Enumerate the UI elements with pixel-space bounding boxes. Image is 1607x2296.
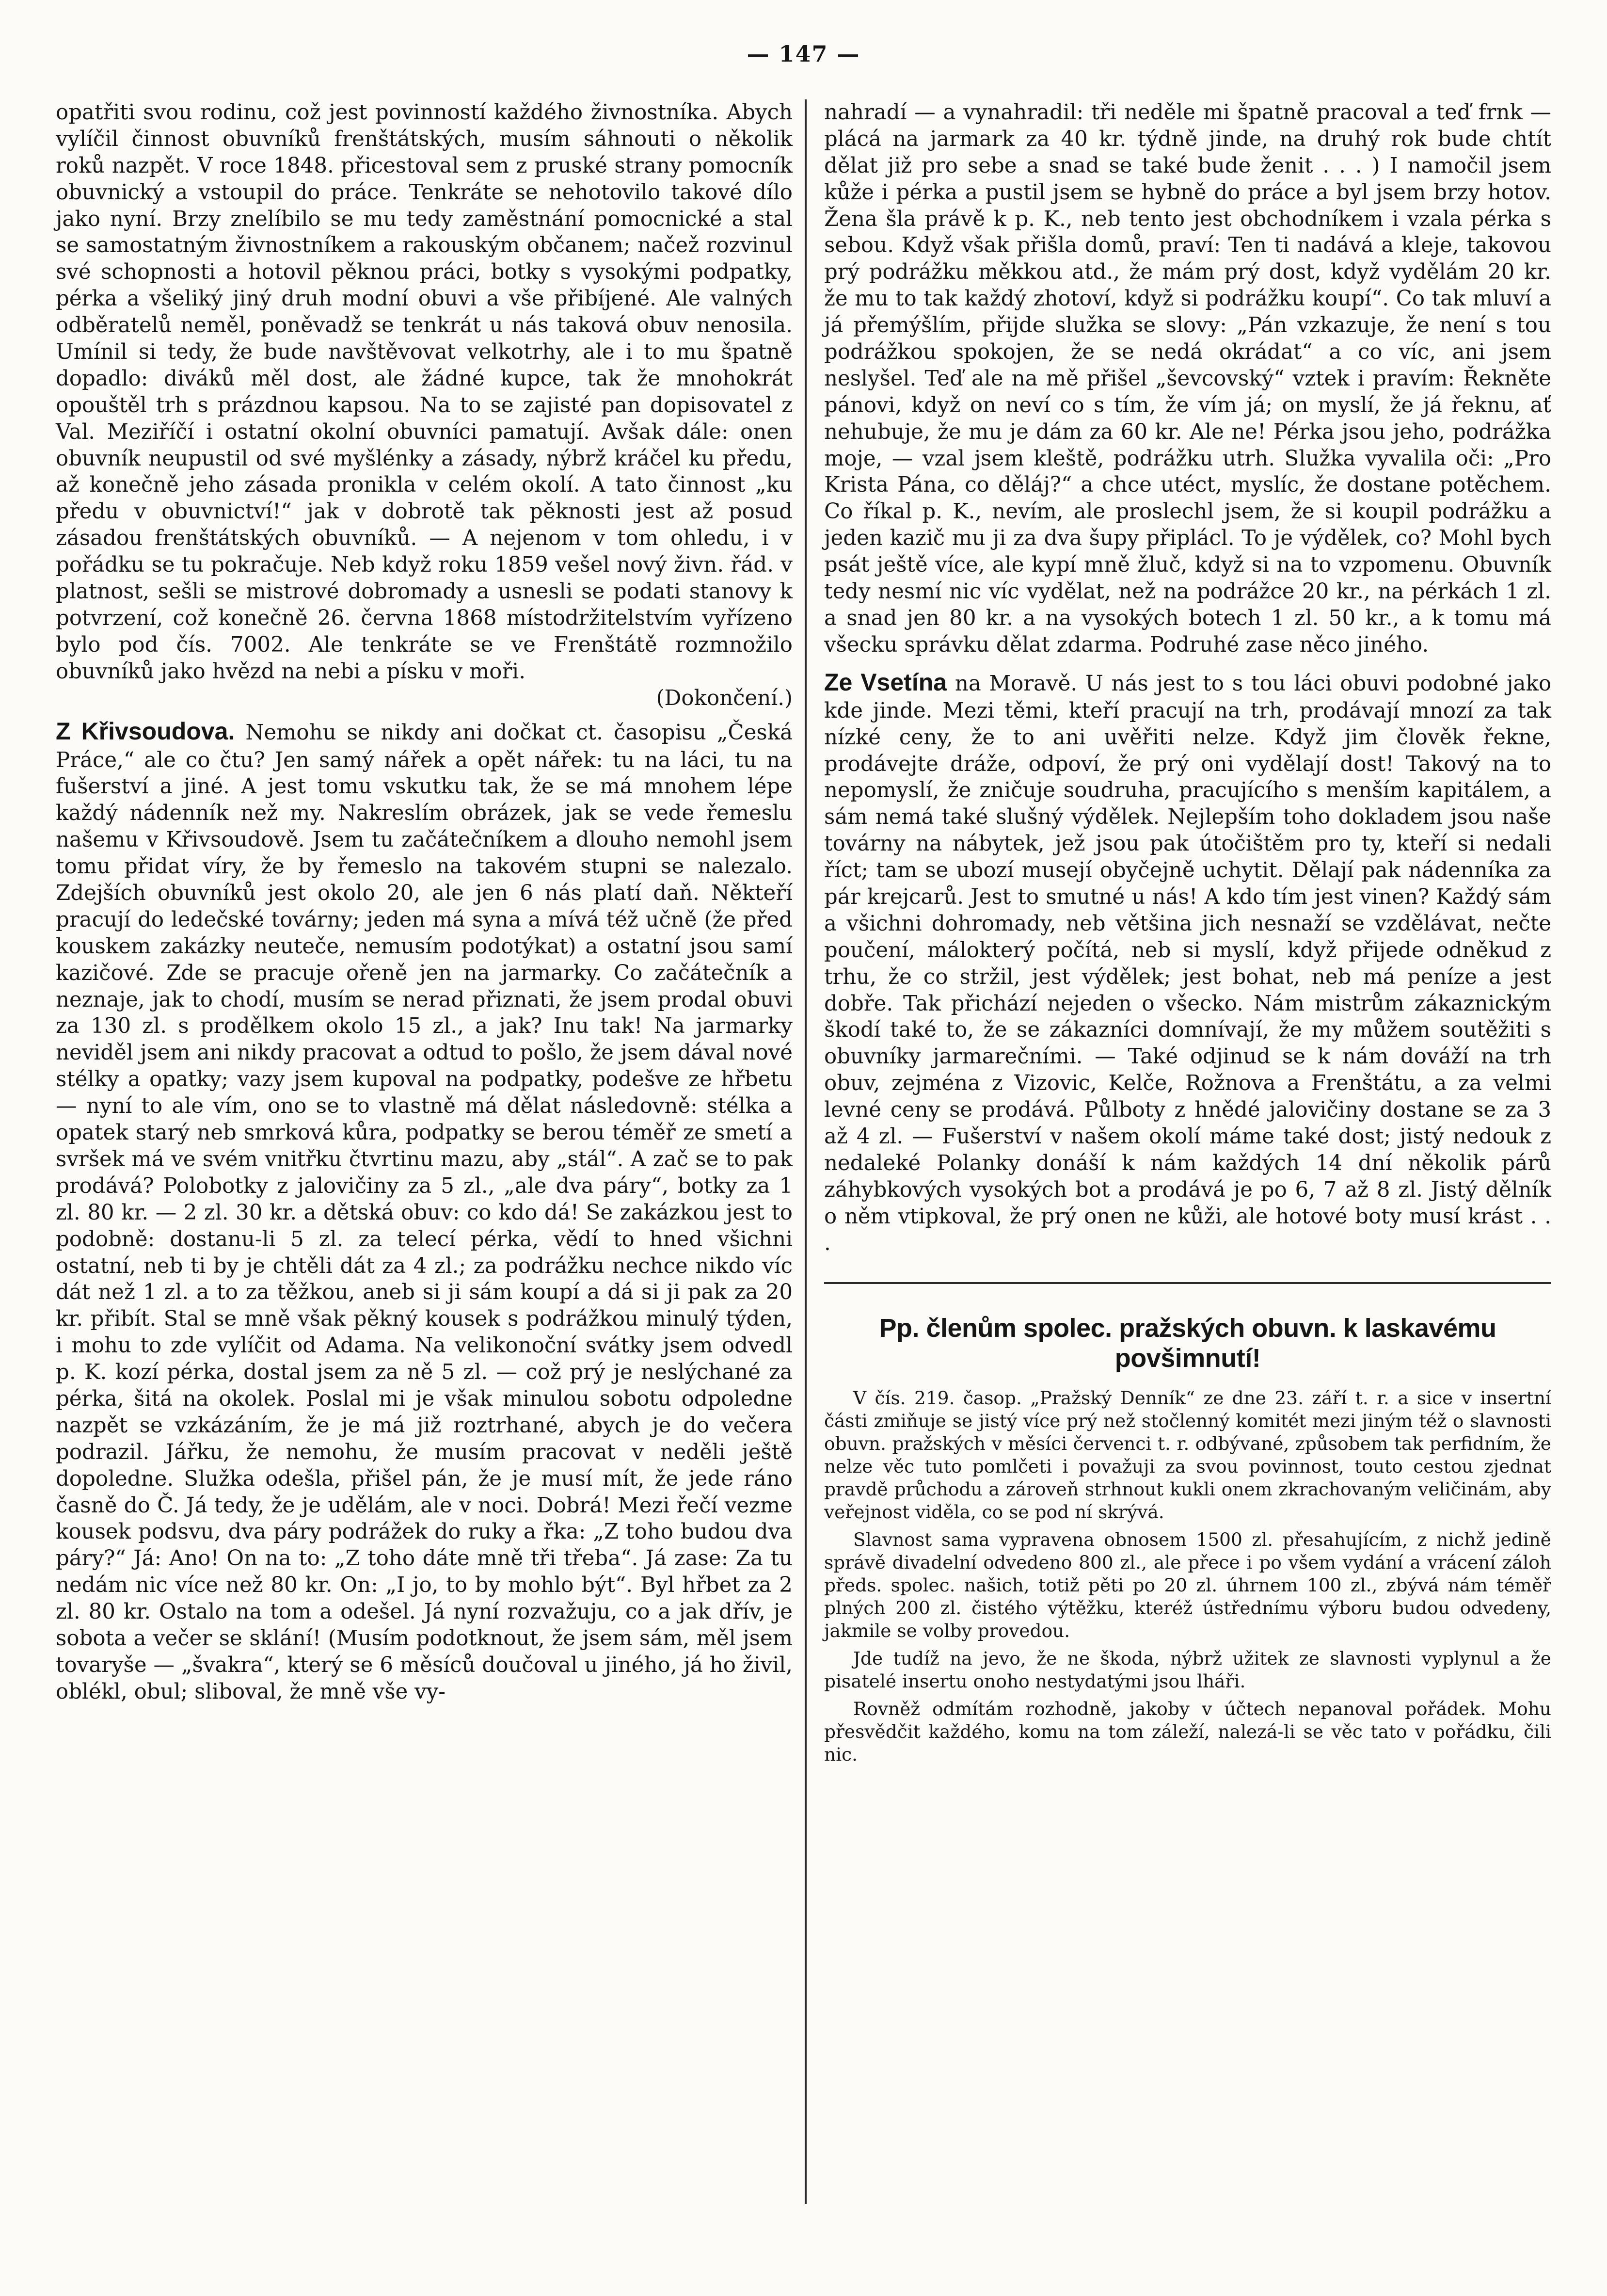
- notice-paragraph: Jde tudíž na jevo, že ne škoda, nýbrž užitek ze slavnosti vyplynul a že pisatelé insertu onoho nestydatými jsou lháři.: [824, 1648, 1551, 1692]
- frenstat-article-continuation: opatřiti svou rodinu, což jest povinností každého živnostníka. Abych vylíčil činnost obuvníků frenštátských, musím sáhnouti o několik roků nazpět. V roce 1848. přicestoval sem z pruské strany pomocník obuvnický a vstoupil do práce. Tenkráte se nehotovilo takové dílo jako nyní. Brzy znelíbilo se mu tedy zaměstnání pomocnické a stal se samostatným živnostníkem a rakouským občanem; načež rozvinul své schopnosti a hotovil pěknou práci, botky s vysokými podpatky, pérka a všeliký jiný druh modní obuvi a vše přibíjené. Ale valných odběratelů neměl, poněvadž se tenkrát u nás taková obuv nenosila. Umínil si tedy, že bude navštěvovat velkotrhy, ale i to mu špatně dopadlo: diváků měl dost, ale žádné kupce, tak že mnohokrát opouštěl trh s prázdnou kapsou. Na to se zajisté pan dopisovatel z Val. Meziříčí i ostatní okolní obuvníci pamatují. Avšak dále: onen obuvník neupustil od své myšlénky a zásady, nýbrž kráčel ku předu, až konečně jeho zásada pronikla v celém okolí. A tato činnost „ku předu v obuvnictví!“ jak v dobrotě tak pěknosti jest až posud zásadou frenštátských obuvníků. — A nejenom v tom ohledu, i v pořádku se tu pokračuje. Neb když roku 1859 vešel nový živn. řád. v platnost, sešli se mistrové dobromady a usnesli se podati stanovy k potvrzení, což konečně 26. června 1868 místodržitelstvím vyřízeno bylo pod čís. 7002. Ale tenkráte se ve Frenštátě rozmnožilo obuvníků jako hvězd na nebi a písku v moři.: [56, 100, 793, 684]
- notice-top-rule: [824, 1282, 1551, 1284]
- krivsoudov-heading: Z Křivsoudova.: [56, 718, 235, 745]
- right-column: [824, 99, 1551, 2262]
- page-number: — 147 —: [747, 41, 860, 67]
- notice-box: [824, 1313, 1551, 1766]
- krivsoudov-text: Nemohu se nikdy ani dočkat ct. časopisu „Česká Práce,“ ale co čtu? Jen samý nářek a opět nářek: tu na láci, tu na fušerství a jiné. A jest tomu vskutku tak, že se má mnohem lépe každý nádenník než my. Nakreslím obrázek, jak se vede řemeslu našemu v Křivsoudově. Jsem tu začátečníkem a dlouho nemohl jsem tomu přidat víry, že by řemeslo na takovém stupni se nalezalo. Zdejších obuvníků jest okolo 20, ale jen 6 nás platí daň. Někteří pracují do ledečské továrny; jeden má syna a mívá též učně (že před kouskem zakázky neuteče, nemusím podotýkat) a ostatní jsou samí kazičové. Zde se pracuje ořeně jen na jarmarky. Co začátečník a neznaje, jak to chodí, musím se nerad přiznati, že jsem prodal obuvi za 130 zl. s prodělkem okolo 15 zl., a jak? Inu tak! Na jarmarky neviděl jsem ani nikdy pracovat a odtud to pošlo, že jsem dával nové stélky a opatky; vazy jsem kupoval na podpatky, podešve ze hřbetu — nyní to ale vím, ono se to vlastně má dělat následovně: stélka a opatek starý neb smrková kůra, podpatky se berou téměř ze smetí a svršek má ve svém vnitřku čtvrtinu mazu, aby „stál“. A zač se to pak prodává? Polobotky z jalovičiny za 5 zl., „ale dva páry“, botky za 1 zl. 80 kr. — 2 zl. 30 kr. a dětská obuv: co kdo dá! Se zakázkou jest to podobně: dostanu-li 5 zl. za telecí pérka, vědí to hned všichni ostatní, neb ti by je chtěli dát za 4 zl.; za podrážku nechce nikdo víc dát než 1 zl. a to za těžkou, aneb si ji sám koupí a dá si ji pak za 20 kr. přibít. Stal se mně však pěkný kousek s podrážkou minulý týden, i mohu to zde vylíčit od Adama. Na velikonoční svátky jsem odvedl p. K. kozí pérka, dostal jsem za ně 5 zl. — což prý je neslýchané za pérka, šitá na okolek. Poslal mi je však minulou sobotu odpoledne nazpět se vzkázáním, že je má již roztrhané, abych je do večera podrazil. Jářku, že nemohu, že musím pracovat v neděli ještě dopoledne. Služka odešla, přišel pán, že je musí mít, že jede ráno časně do Č. Já tedy, že je udělám, ale v noci. Dobrá! Mezi řečí vezme kousek podsvu, dva páry podrážek do ruky a řka: „Z toho budou dva páry?“ Já: Ano! On na to: „Z toho dáte mně tři třeba“. Já zase: Za tu nedám nic více než 80 kr. On: „I jo, to by mohlo být“. Byl hřbet za 2 zl. 80 kr. Ostalo na tom a odešel. Já nyní rozvažuju, co a jak dřív, je sobota a večer se sklání! (Musím podotknout, že jsem sám, měl jsem tovaryše — „švakra“, který se 6 měsíců doučoval u jiného, já ho živil, oblékl, obul; sliboval, že mně vše vy-: [56, 721, 793, 1704]
- notice-heading: Pp. členům spolec. pražských obuvn. k laskavému povšimnutí!: [879, 1313, 1496, 1373]
- krivsoudov-article-continuation: nahradí — a vynahradil: tři neděle mi špatně pracoval a teď frnk — plácá na jarmark za 40 kr. týdně jinde, na druhý rok bude chtít dělat již pro sebe a snad se také bude ženit . . . ) I namočil jsem kůže i pérka a pustil jsem se hybně do práce a byl jsem brzy hotov. Žena šla právě k p. K., neb tento jest obchodníkem i vzala pérka s sebou. Když však přišla domů, praví: Ten ti nadává a kleje, takovou prý podrážku měkkou atd., že mám prý dost, když vydělám 20 kr. že mu to tak každý zhotoví, když si podrážku koupí“. Co tak mluví a já přemýšlím, přijde služka se slovy: „Pán vzkazuje, že není s tou podrážkou spokojen, že se nedá okrádat“ a co víc, ani jsem neslyšel. Teď ale na mě přišel „ševcovský“ vztek i pravím: Řekněte pánovi, když on neví co s tím, že vím já; on myslí, že já řeknu, ať nehubuje, že mu je dám za 60 kr. Ale ne! Pérka jsou jeho, podrážka moje, — vzal jsem kleště, podrážku utrh. Služka vyvalila oči: „Pro Krista Pána, co děláj?“ a chce utéct, myslíc, že dostane potěchem. Co říkal p. K., nevím, ale proslechl jsem, že si koupil podrážku a jeden kazič mu ji za dva šupy připlácl. To je výdělek, co? Mohl bych psát ještě více, ale kypí mně žluč, když si na to vzpomenu. Obuvník tedy nesmí nic víc vydělat, než na podrážce 20 kr., na pérkách 1 zl. a snad jen 80 kr. a na vysokých botech 1 zl. 50 kr., a k tomu má všecku správku dělat zdarma. Podruhé zase něco jiného.: [824, 100, 1551, 657]
- vsetin-article: [824, 667, 1551, 1257]
- to-be-concluded-note: (Dokončení.): [656, 686, 793, 710]
- vsetin-text: U nás jest to s tou láci obuvi podobné jako kde jinde. Mezi těmi, kteří pracují na trh, prodávají mnozí za tak nízké ceny, že to ani uvěřiti nelze. Když jim člověk řekne, prodávejte dráže, odpoví, že prý oni vydělají dost! Takový na to nepomyslí, že zničuje soudruha, pracujícího s menším kapitálem, a sám nemá také slušný výdělek. Nejlepším toho dokladem jsou naše továrny na nábytek, jež jsou pak útočištěm pro ty, kteří si nedali říct; tam se ubozí musejí obyčejně uchytit. Dělají pak nádenníka za pár krejcarů. Jest to smutné u nás! A kdo tím jest vinen? Každý sám a všichni dohromady, neb většina jich nesnaží se vzdělávat, nečte poučení, málokterý počítá, neb si myslí, když přijede odněkud z trhu, že co stržil, jest výdělek; jest bohat, neb má peníze a jest dobře. Tak přichází nejeden o všecko. Nám mistrům zákaznickým škodí také to, že se zákazníci domnívají, že my můžem soutěžiti s obuvníky jarmarečními. — Také odjinud se k nám dováží na trh obuv, zejména z Vizovic, Kelče, Rožnova a Frenštátu, a za velmi levné ceny se prodává. Půlboty z hnědé jalovičiny dostane se za 3 až 4 zl. — Fušerství v našem okolí máme také dost; jistý nedouk z nedaleké Polanky donáší k nám každých 14 dní několik párů záhybkových vysokých bot a prodává je po 6, 7 až 8 zl. Jistý dělník o něm vtipkoval, že prý onen ne kůži, ale hotové boty musí krást . . .: [824, 671, 1552, 1255]
- notice-paragraph: Slavnost sama vypravena obnosem 1500 zl. přesahujícím, z nichž jedině správě divadelní odvedeno 800 zl., ale přece i po všem vydání a vrácení záloh předs. spolec. našich, totiž pěti po 20 zl. úhrnem 100 zl., zbývá nám téměř plných 200 zl. čistého výtěžku, kteréž ústřednímu výboru budou odvedeny, jakmile se volby provedou.: [824, 1528, 1551, 1642]
- notice-paragraph: Rovněž odmítám rozhodně, jakoby v účtech nepanoval pořádek. Mohu přesvědčit každého, komu na tom záleží, nalezá-li se věc tato v pořádku, čili nic.: [824, 1698, 1551, 1766]
- notice-paragraph: V čís. 219. časop. „Pražský Denník“ ze dne 23. září t. r. a sice v insertní části zmiňuje se jistý více prý než stočlenný komitét mezi jiným též o slavnosti obuvn. pražských v měsíci červenci t. r. odbývané, způsobem tak perfidním, že nelze věc tuto pomlčeti i považuji za svou povinnost, touto cestou zjednat pravdě průchodu a zároveň strhnout kukli onem zkrachovaným veličinám, aby veřejnost viděla, co se pod ní skrývá.: [824, 1387, 1551, 1523]
- left-column: [56, 99, 793, 2262]
- vsetin-heading-tail: na Moravě.: [955, 671, 1078, 696]
- krivsoudov-article: [56, 716, 793, 1705]
- column-divider: [805, 99, 807, 2204]
- vsetin-heading: Ze Vsetína: [824, 668, 947, 696]
